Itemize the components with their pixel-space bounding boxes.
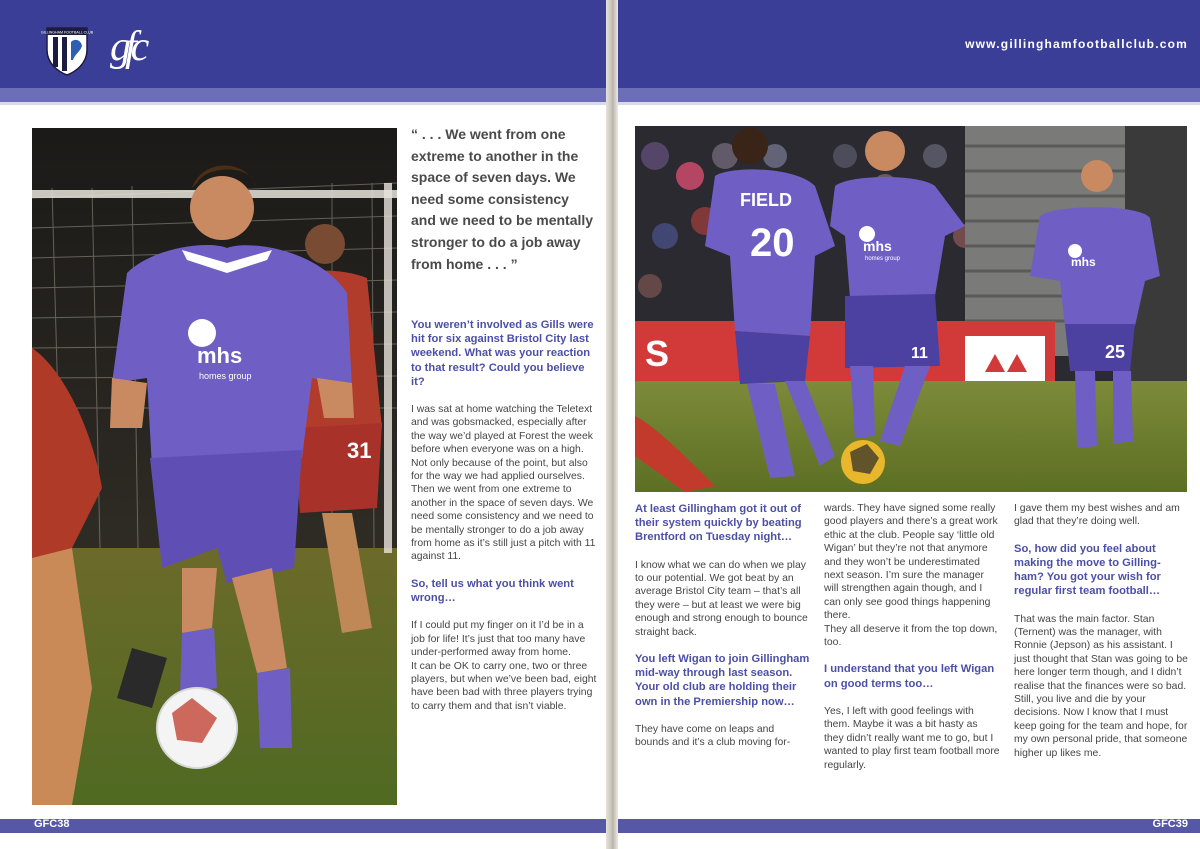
- sponsor-left: mhs: [197, 343, 243, 368]
- right-page: [612, 0, 1200, 849]
- page-number-right: GFC39: [1152, 818, 1188, 830]
- answer-5: Yes, I left with good feelings with them. Maybe it was a bit hasty as they didn’t really want me to go, but I wanted to play first team football more regularly.: [824, 705, 1000, 771]
- header-stripe2-right: [612, 102, 1200, 105]
- footer-band-left: [0, 819, 612, 833]
- page-number-left: GFC38: [34, 818, 70, 830]
- question-5: I understand that you left Wigan on good terms too…: [824, 663, 995, 690]
- answer-5-continued: I gave them my best wishes and am glad that they’re doing well.: [1014, 503, 1180, 528]
- answer-2-paragraph-2: It can be OK to carry one, two or three players, but when we’ve been bad, eight have been bad with three players trying to carry them and that isn’t viable.: [411, 660, 597, 712]
- answer-4-continued: wards. They have signed some really good players and there’s a great work ethic at the club. People say ‘little old Wigan’ but they’re not that anymore and they won’t be underestimated next season. I’m sure the manager will strengthen again though, and I can only see good things happening there.: [824, 503, 998, 622]
- answer-3: I know what we can do when we play to our potential. We got beat by an average Bristol City team – that’s all they were – but at least we were big enough and strong enough to bounce straight back.: [635, 559, 808, 638]
- column-b: [824, 502, 1000, 772]
- number-25: 25: [1105, 342, 1126, 362]
- answer-1-paragraph-2: Then we went from one extreme to another in the space of seven days. We need some consistency and we need to be mentally stronger to do a job away from home as it’s still just a pitch with 11 against 11.: [411, 484, 596, 563]
- sponsor-right: mhs: [863, 238, 892, 254]
- footer-band-right: [612, 819, 1200, 833]
- column-a: [635, 502, 811, 750]
- sponsor-right-2: mhs: [1071, 255, 1096, 269]
- column-c: [1014, 502, 1190, 760]
- answer-1-paragraph-1: I was sat at home watching the Teletext and was gobsmacked, especially after the way we’d played at Forest the week before when everyone was on a high. Not only because of the point, but also for the way we had applied ourselves.: [411, 404, 593, 483]
- question-6: So, how did you feel about making the move to Gilling-ham? You got your wish for regular first team football…: [1014, 542, 1161, 598]
- header-stripe-left: [0, 88, 612, 102]
- crest-text: GILLINGHAM FOOTBALL CLUB: [40, 30, 94, 35]
- answer-6-paragraph-1: That was the main factor. Stan (Ternent) was the manager, with Ronnie (Jepson) as his assistant. I just thought that Stan was going to be here longer term though, and I didn’t realise that the finances were so bad.: [1014, 613, 1188, 692]
- answer-4-start: They have come on leaps and bounds and it’s a club moving for-: [635, 723, 791, 749]
- gfc-logo-text: gfc: [110, 24, 144, 70]
- number-11: 11: [911, 345, 928, 362]
- answer-2-paragraph-1: If I could put my finger on it I’d be in a job for life! It’s just that too many have under-performed away from home.: [411, 620, 586, 659]
- question-3: At least Gillingham got it out of their system quickly by beating Brentford on Tuesday night…: [635, 503, 802, 544]
- player-photo-left: [32, 128, 397, 805]
- header-stripe-right: [612, 88, 1200, 102]
- sponsor-sub-right: homes group: [865, 256, 901, 262]
- gfc-logo: [108, 20, 194, 74]
- question-1: You weren’t involved as Gills were hit for six against Bristol City last weekend. What was your reaction to that result? Could you believe it?: [411, 319, 594, 388]
- header-band-left: [0, 0, 612, 88]
- question-2: So, tell us what you think went wrong…: [411, 577, 574, 605]
- board-text: S: [645, 333, 670, 374]
- answer-6-paragraph-2: Still, you live and die by your decisions. Now I know that I must keep going for the team and hope, for my own personal pride, that someone higher up likes me.: [1014, 694, 1188, 759]
- match-photo-right: [635, 126, 1187, 492]
- website-url: www.gillinghamfootballclub.com: [965, 37, 1188, 51]
- back-name: FIELD: [740, 190, 792, 210]
- answer-4-continued-2: They all deserve it from the top down, too.: [824, 623, 998, 649]
- magazine-spine: [606, 0, 618, 849]
- back-number: 20: [750, 221, 795, 265]
- sponsor-sub-left: homes group: [199, 371, 252, 381]
- club-crest-icon: [40, 20, 94, 76]
- question-4: You left Wigan to join Gillingham mid-way through last season. Your old club are holding their own in the Premiership now…: [635, 653, 810, 708]
- header-stripe2-left: [0, 102, 612, 105]
- opponent-number: 31: [347, 438, 372, 463]
- pull-quote: “ . . . We went from one extreme to another in the space of seven days. We need some consistency and we need to be mentally stronger to do a job away from home . . . ”: [411, 126, 594, 272]
- left-column: [411, 318, 597, 713]
